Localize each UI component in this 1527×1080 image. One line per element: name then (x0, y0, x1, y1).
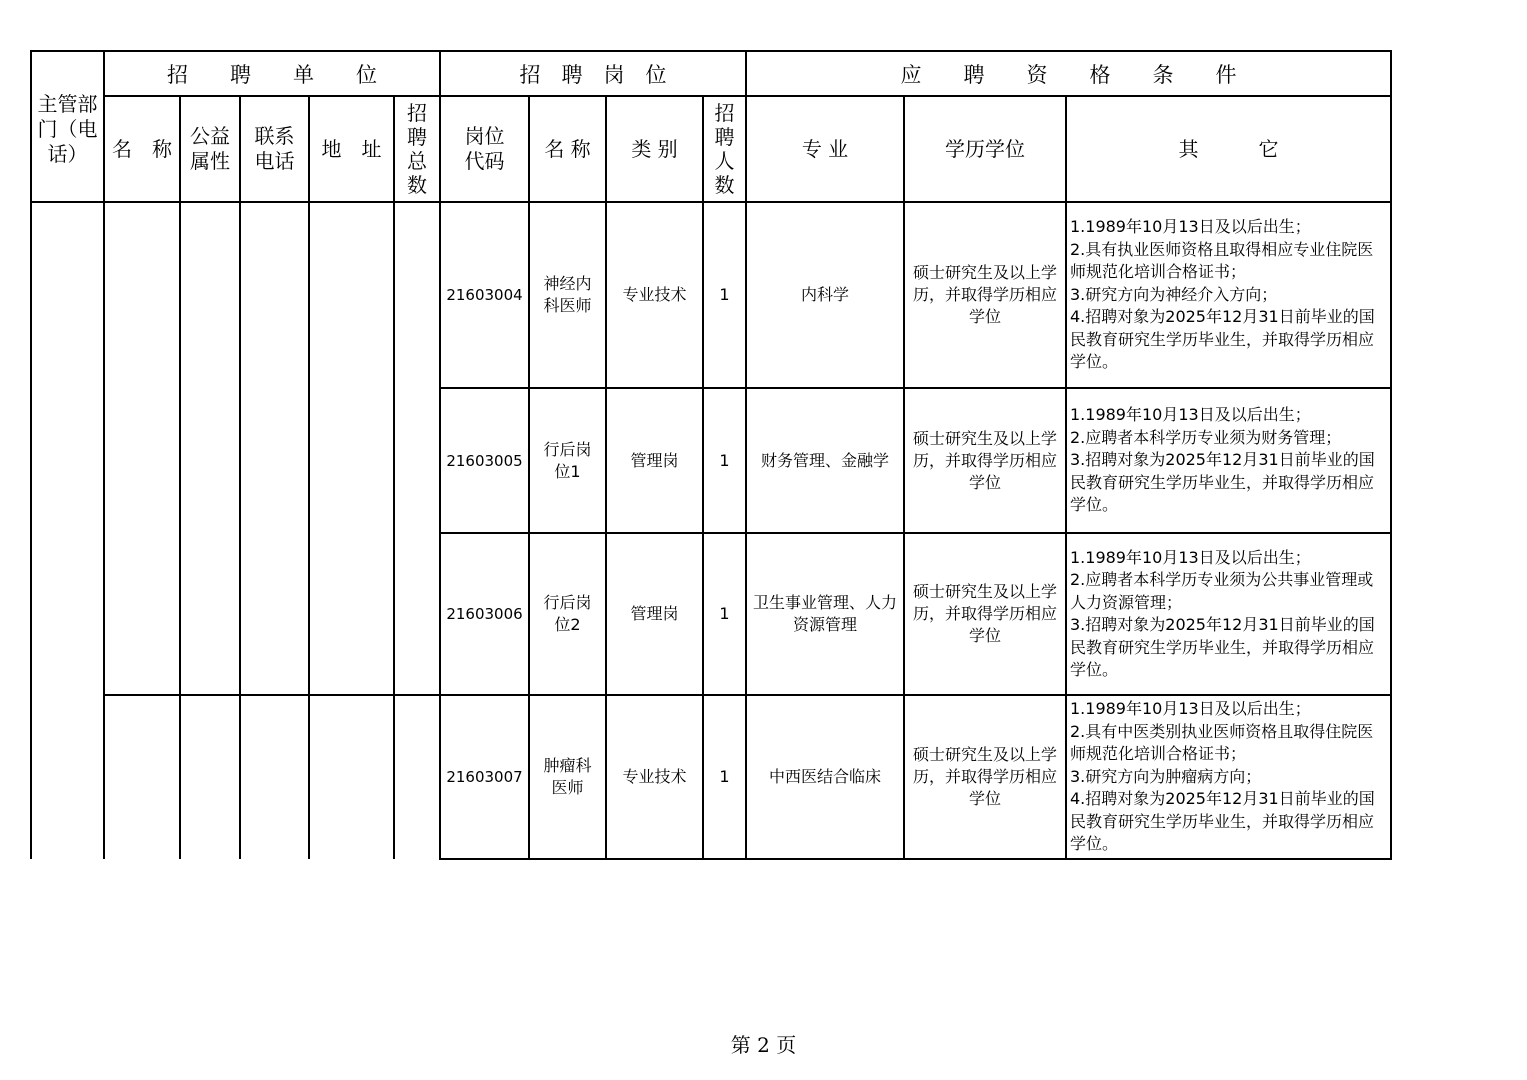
post-code: 21603004 (440, 202, 529, 388)
header-req-education: 学历学位 (904, 96, 1066, 202)
req-other: 1.1989年10月13日及以后出生； 2.应聘者本科学历专业须为公共事业管理或人力资源管理； 3.招聘对象为2025年12月31日前毕业的国民教育研究生学历毕业生，并取得学历相应学位。 (1066, 533, 1391, 695)
header-unit-phone: 联系电话 (240, 96, 309, 202)
header-unit-address: 地 址 (309, 96, 394, 202)
header-post-category: 类 别 (606, 96, 703, 202)
post-category: 管理岗 (606, 533, 703, 695)
post-count: 1 (703, 533, 746, 695)
header-dept: 主管部门（电话） (31, 51, 104, 202)
req-other: 1.1989年10月13日及以后出生； 2.应聘者本科学历专业须为财务管理； 3.招聘对象为2025年12月31日前毕业的国民教育研究生学历毕业生，并取得学历相应学位。 (1066, 388, 1391, 533)
header-unit-total: 招聘总数 (394, 96, 440, 202)
unit-total-cell (394, 695, 440, 859)
header-req-other: 其 它 (1066, 96, 1391, 202)
unit-address-cell (309, 202, 394, 695)
header-post-count: 招聘人数 (703, 96, 746, 202)
req-education: 硕士研究生及以上学历，并取得学历相应学位 (904, 202, 1066, 388)
req-education: 硕士研究生及以上学历，并取得学历相应学位 (904, 533, 1066, 695)
recruitment-table (30, 50, 1392, 860)
unit-name-cell (104, 202, 180, 695)
unit-type-cell (180, 202, 240, 695)
unit-phone-cell (240, 202, 309, 695)
req-education: 硕士研究生及以上学历，并取得学历相应学位 (904, 695, 1066, 859)
req-major: 卫生事业管理、人力资源管理 (746, 533, 904, 695)
post-count: 1 (703, 695, 746, 859)
page-number: 第 2 页 (730, 1033, 797, 1057)
post-count: 1 (703, 202, 746, 388)
unit-type-cell (180, 695, 240, 859)
req-other: 1.1989年10月13日及以后出生； 2.具有执业医师资格且取得相应专业住院医师规范化培训合格证书； 3.研究方向为神经介入方向； 4.招聘对象为2025年12月31日前毕业的国民教育研究生学历毕业生，并取得学历相应学位。 (1066, 202, 1391, 388)
table-row (31, 202, 1391, 388)
header-req-major: 专 业 (746, 96, 904, 202)
req-major: 内科学 (746, 202, 904, 388)
header-group-requirements: 应 聘 资 格 条 件 (746, 51, 1391, 96)
post-name: 行后岗位1 (529, 388, 606, 533)
post-name: 肿瘤科医师 (529, 695, 606, 859)
header-post-name: 名 称 (529, 96, 606, 202)
table-row (31, 695, 1391, 859)
post-name: 神经内科医师 (529, 202, 606, 388)
dept-cell (31, 202, 104, 859)
header-group-post: 招 聘 岗 位 (440, 51, 746, 96)
post-code: 21603006 (440, 533, 529, 695)
header-unit-type: 公益属性 (180, 96, 240, 202)
unit-address-cell (309, 695, 394, 859)
req-major: 财务管理、金融学 (746, 388, 904, 533)
header-post-code: 岗位代码 (440, 96, 529, 202)
post-count: 1 (703, 388, 746, 533)
header-unit-name: 名 称 (104, 96, 180, 202)
post-category: 专业技术 (606, 202, 703, 388)
unit-total-cell (394, 202, 440, 695)
post-category: 管理岗 (606, 388, 703, 533)
post-category: 专业技术 (606, 695, 703, 859)
post-name: 行后岗位2 (529, 533, 606, 695)
req-education: 硕士研究生及以上学历，并取得学历相应学位 (904, 388, 1066, 533)
req-other: 1.1989年10月13日及以后出生； 2.具有中医类别执业医师资格且取得住院医师规范化培训合格证书； 3.研究方向为肿瘤病方向； 4.招聘对象为2025年12月31日前毕业的国民教育研究生学历毕业生，并取得学历相应学位。 (1066, 695, 1391, 859)
unit-name-cell (104, 695, 180, 859)
unit-phone-cell (240, 695, 309, 859)
post-code: 21603007 (440, 695, 529, 859)
post-code: 21603005 (440, 388, 529, 533)
req-major: 中西医结合临床 (746, 695, 904, 859)
header-group-unit: 招 聘 单 位 (104, 51, 440, 96)
